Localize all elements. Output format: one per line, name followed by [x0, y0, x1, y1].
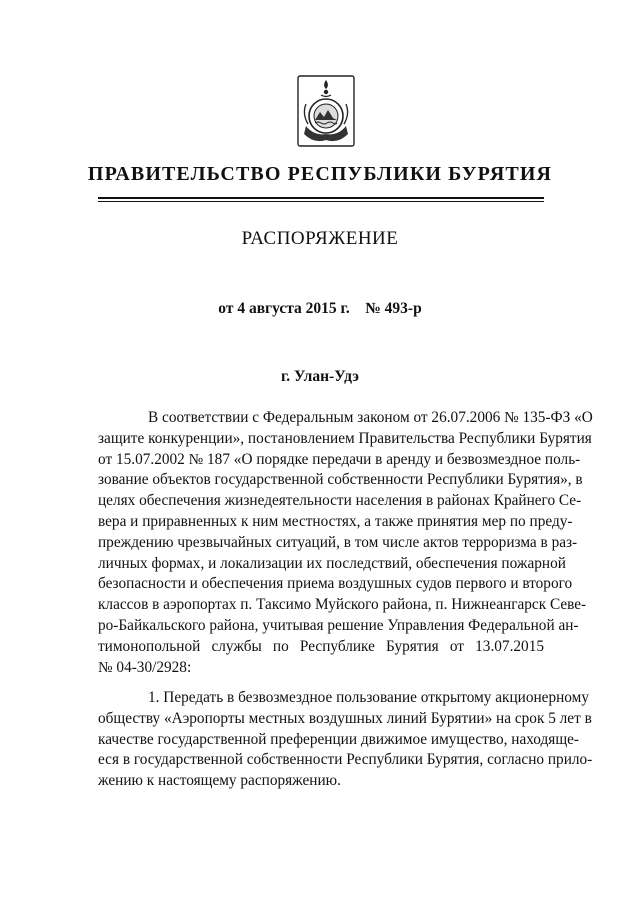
item-1-line: еся в государственной собственности Республики Бурятия, согласно прило- — [98, 751, 593, 769]
preamble-line: вера и приравненных к ним местностях, а также принятия мер по преду- — [98, 512, 573, 530]
title-rule-thick — [98, 197, 544, 199]
preamble-line: классов в аэропортах п. Таксимо Муйского района, п. Нижнеангарск Севе- — [98, 596, 587, 614]
document-number: № 493-р — [365, 300, 422, 317]
document-type: РАСПОРЯЖЕНИЕ — [241, 228, 399, 249]
item-1-line: качестве государственной преференции движимое имущество, находяще- — [98, 730, 579, 748]
document-city: г. Улан-Удэ — [280, 368, 359, 385]
item-1-line: обществу «Аэропорты местных воздушных линий Бурятии» на срок 5 лет в — [98, 709, 592, 727]
document-date: от 4 августа 2015 г. — [218, 300, 350, 317]
item-1-paragraph — [98, 688, 593, 792]
government-title: ПРАВИТЕЛЬСТВО РЕСПУБЛИКИ БУРЯТИЯ — [87, 163, 553, 185]
preamble-line: личных формах, и локализации их последствий, обеспечения пожарной — [98, 554, 566, 572]
preamble-line: В соответствии с Федеральным законом от 26.07.2006 № 135-ФЗ «О — [148, 409, 593, 426]
item-1-line: 1. Передать в безвозмездное пользование открытому акционерному — [148, 689, 589, 706]
preamble-line: ро-Байкальского района, учитывая решение Управления Федеральной ан- — [98, 616, 579, 634]
preamble-line: безопасности и обеспечения приема воздушных судов первого и второго — [98, 575, 573, 593]
coat-of-arms-icon — [296, 74, 356, 148]
preamble-line: защите конкуренции», постановлением Правительства Республики Бурятия — [98, 429, 592, 447]
preamble-line: от 15.07.2002 № 187 «О порядке передачи в аренду и безвозмездное поль- — [98, 450, 581, 468]
preamble-line: зование объектов государственной собственности Республики Бурятия», в — [98, 471, 583, 489]
item-1-line: жению к настоящему распоряжению. — [98, 772, 341, 790]
date-number-line — [0, 300, 640, 318]
preamble-line: целях обеспечения жизнедеятельности населения в районах Крайнего Се- — [98, 492, 582, 510]
preamble-line: тимонопольной службы по Республике Бурятия от 13.07.2015 — [98, 637, 544, 655]
preamble-paragraph — [98, 408, 593, 678]
title-rule-thin — [98, 201, 544, 202]
preamble-line: преждению чрезвычайных ситуаций, в том числе актов терроризма в раз- — [98, 533, 578, 551]
preamble-line: № 04-30/2928: — [98, 658, 192, 676]
